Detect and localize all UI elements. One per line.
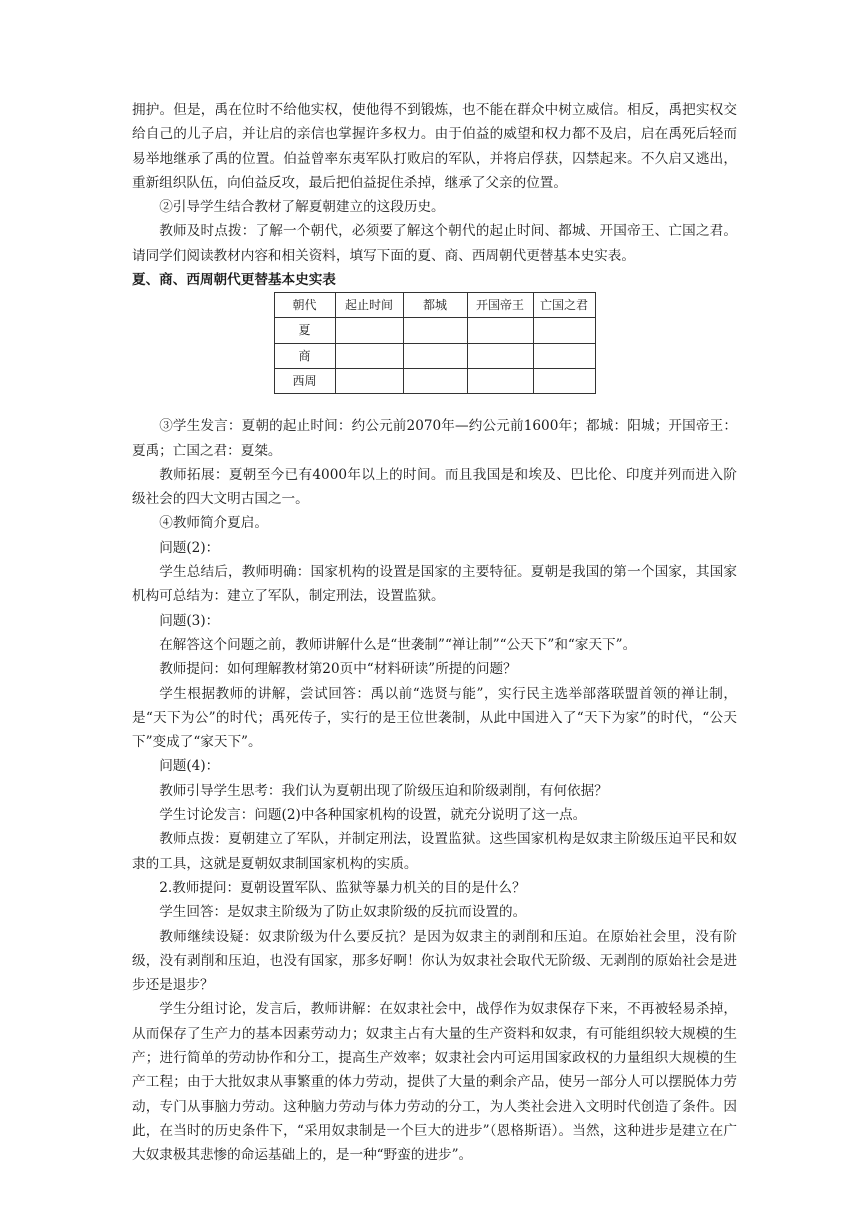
table-caption: 夏、商、西周朝代更替基本史实表 [132,272,336,289]
table-header-row [274,293,595,318]
paragraph: 教师点拨：夏朝建立了军队，并制定刑法，设置监狱。这些国家机构是奴隶主阶级压迫平民和奴隶的工具，这就是夏朝奴隶制国家机构的实质。 [132,831,737,872]
table-cell [335,318,403,343]
document-page [132,98,737,1167]
table-cell [533,368,595,393]
text-block-before-table [132,98,737,268]
table-cell [533,343,595,368]
dynasty-name-cell: 夏 [274,318,335,343]
dynasty-table [274,292,596,394]
table-header-cell: 亡国之君 [533,293,595,318]
table-cell [403,368,467,393]
paragraph: 问题(2)： [159,539,220,556]
paragraph: 学生讨论发言：问题(2)中各种国家机构的设置，就充分说明了这一点。 [159,807,587,824]
table-cell [467,343,533,368]
paragraph: ④教师简介夏启。 [159,515,268,532]
table-cell [467,318,533,343]
paragraph: 学生总结后，教师明确：国家机构的设置是国家的主要特征。夏朝是我国的第一个国家，其国家机构可总结为：建立了军队，制定刑法，设置监狱。 [132,564,737,605]
paragraph: 学生回答：是奴隶主阶级为了防止奴隶阶级的反抗而设置的。 [159,904,527,921]
paragraph: 教师及时点拨：了解一个朝代，必须要了解这个朝代的起止时间、都城、开国帝王、亡国之君。请同学们阅读教材内容和相关资料，填写下面的夏、商、西周朝代更替基本史实表。 [132,223,737,264]
paragraph: 在解答这个问题之前，教师讲解什么是“世袭制”“禅让制”“公天下”和“家天下”。 [159,636,637,653]
table-row [274,368,595,393]
table-header-cell: 起止时间 [335,293,403,318]
table-header-cell: 都城 [403,293,467,318]
dynasty-name-cell: 商 [274,343,335,368]
paragraph: 2.教师提问：夏朝设置军队、监狱等暴力机关的目的是什么？ [159,879,526,896]
table-row [274,343,595,368]
paragraph: 教师继续设疑：奴隶阶级为什么要反抗？是因为奴隶主的剥削和压迫。在原始社会里，没有阶级，没有剥削和压迫，也没有国家，那多好啊！你认为奴隶社会取代无阶级、无剥削的原始社会是进步还是退步？ [132,928,737,994]
paragraph: 问题(3)： [159,612,220,629]
table-row [274,318,595,343]
text-block-after-table [132,414,737,1167]
paragraph: ②引导学生结合教材了解夏朝建立的这段历史。 [159,199,445,216]
paragraph: 教师引导学生思考：我们认为夏朝出现了阶级压迫和阶级剥削，有何依据？ [159,782,608,799]
table-cell [335,368,403,393]
paragraph: ③学生发言：夏朝的起止时间：约公元前2070年—约公元前1600年；都城：阳城；开国帝王：夏禹；亡国之君：夏桀。 [132,418,737,459]
paragraph: 教师拓展：夏朝至今已有4000年以上的时间。而且我国是和埃及、巴比伦、印度并列而进入阶级社会的四大文明古国之一。 [132,466,737,508]
table-cell [467,368,533,393]
table-cell [335,343,403,368]
table-cell [403,343,467,368]
paragraph: 学生根据教师的讲解，尝试回答：禹以前“选贤与能”，实行民主选举部落联盟首领的禅让制，是“天下为公”的时代；禹死传子，实行的是王位世袭制，从此中国进入了“天下为家”的时代，“公天下”变成了“家天下”。 [132,685,737,751]
paragraph: 教师提问：如何理解教材第20页中“材料研读”所提的问题？ [159,661,517,678]
table-cell [533,318,595,343]
paragraph: 学生分组讨论，发言后，教师讲解：在奴隶社会中，战俘作为奴隶保存下来，不再被轻易杀掉，从而保存了生产力的基本因素劳动力；奴隶主占有大量的生产资料和奴隶，有可能组织较大规模的生产；进行简单的劳动协作和分工，提高生产效率；奴隶社会内可运用国家政权的力量组织大规模的生产工程；由于大批奴隶从事繁重的体力劳动，提供了大量的剩余产品，使另一部分人可以摆脱体力劳动，专门从事脑力劳动。这种脑力劳动与体力劳动的分工，为人类社会进入文明时代创造了条件。因此，在当时的历史条件下，“采用奴隶制是一个巨大的进步”（恩格斯语）。当然，这种进步是建立在广大奴隶极其悲惨的命运基础上的，是一种“野蛮的进步”。 [132,1001,737,1164]
paragraph: 拥护。但是，禹在位时不给他实权，使他得不到锻炼，也不能在群众中树立威信。相反，禹把实权交给自己的儿子启，并让启的亲信也掌握许多权力。由于伯益的威望和权力都不及启，启在禹死后轻而易举地继承了禹的位置。伯益曾率东夷军队打败启的军队，并将启俘获，囚禁起来。不久启又逃出，重新组织队伍，向伯益反攻，最后把伯益捉住杀掉，继承了父亲的位置。 [132,102,737,191]
table-header-cell: 朝代 [274,293,335,318]
paragraph: 问题(4)： [159,758,220,775]
dynasty-name-cell: 西周 [274,368,335,393]
table-header-cell: 开国帝王 [467,293,533,318]
table-cell [403,318,467,343]
